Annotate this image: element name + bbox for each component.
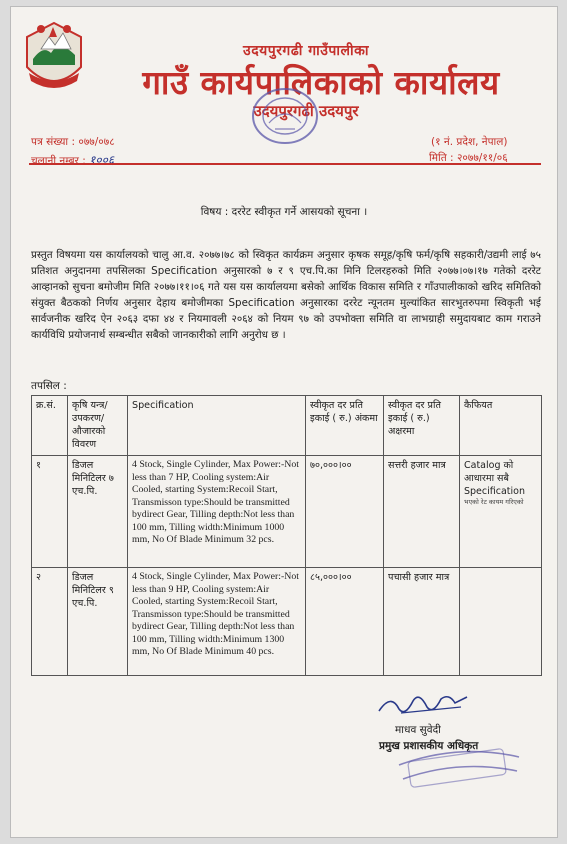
row-remarks-empty — [460, 568, 542, 676]
document-page — [10, 6, 558, 838]
header-serial: क्र.सं. — [32, 396, 68, 456]
header-rate-number: स्वीकृत दर प्रति इकाई ( रु.) अंकमा — [306, 396, 384, 456]
table-row — [32, 568, 542, 676]
letter-date-label: मिति : — [429, 152, 454, 164]
letter-number-label: पत्र संख्या : — [31, 136, 76, 148]
row-serial: १ — [32, 456, 68, 568]
row-rate-number: ७०,०००।०० — [306, 456, 384, 568]
header-item: कृषि यन्त्र/ उपकरण/ औजारको विवरण — [68, 396, 128, 456]
office-seal-stamp — [249, 85, 321, 147]
details-label: तपसिल : — [31, 380, 67, 392]
office-place: उदयपुरगढी उदयपुर — [253, 102, 359, 120]
row-remarks — [460, 456, 542, 568]
signatory-title: प्रमुख प्रशासकीय अधिकृत — [379, 740, 479, 752]
signatory-name: माधव सुवेदी — [395, 724, 441, 736]
row-rate-number: ८५,०००।०० — [306, 568, 384, 676]
row-specification: 4 Stock, Single Cylinder, Max Power:-Not less than 7 HP, Cooling system:Air Cooled, starting System:Recoil Start, Transmisson type:Should be transmitted bydirect Gear, Tilling depth:Not less than 100 mm, Tilling width:Minimum 1000 mm, No Of Blade Minimum 32 pcs. — [128, 456, 306, 568]
row-item: डिजल मिनिटिलर ९ एच.पि. — [68, 568, 128, 676]
header-remarks: कैफियत — [460, 396, 542, 456]
subject-line: विषय : दररेट स्वीकृत गर्ने आसयको सूचना । — [200, 206, 368, 218]
row-rate-words: सत्तरी हजार मात्र — [384, 456, 460, 568]
header-rate-words: स्वीकृत दर प्रति इकाई ( रु.) अक्षरमा — [384, 396, 460, 456]
letter-number-value: ०७७/०७८ — [78, 136, 115, 148]
signature-scribble — [371, 689, 481, 719]
letter-date-value: २०७७/११/०६ — [456, 152, 508, 164]
dispatch-number — [31, 151, 114, 168]
signatory-stamp — [389, 735, 529, 793]
municipality-name: उदयपुरगढी गाउँपालीका — [243, 43, 369, 59]
nepal-emblem-logo — [19, 19, 89, 97]
remarks-text: Catalog को आधारमा सबै Specification — [464, 460, 525, 497]
header-specification: Specification — [128, 396, 306, 456]
remarks-small-text: भएको रेट कायम गरिएको — [464, 498, 524, 506]
table-header-row — [32, 396, 542, 456]
table-row — [32, 456, 542, 568]
office-title: गाउँ कार्यपालिकाको कार्यालय — [142, 63, 500, 102]
row-rate-words: पचासी हजार मात्र — [384, 568, 460, 676]
approved-rates-table — [31, 395, 542, 676]
dispatch-number-label: चलानी नम्बर : — [31, 155, 86, 167]
row-item: डिजल मिनिटिलर ७ एच.पि. — [68, 456, 128, 568]
header-divider — [29, 163, 541, 165]
province-label: (१ नं. प्रदेश, नेपाल) — [431, 136, 508, 148]
letter-number — [31, 135, 115, 149]
dispatch-number-value: १००६ — [89, 153, 115, 167]
row-specification: 4 Stock, Single Cylinder, Max Power:-Not less than 9 HP, Cooling system:Air Cooled, starting System:Recoil Start, Transmisson type:Should be transmitted bydirect Gear, Tilling depth:Not less than 100 mm, Tilling width:Minimum 1300 mm, No Of Blade Minimum 40 pcs. — [128, 568, 306, 676]
notice-body: प्रस्तुत विषयमा यस कार्यालयको चालु आ.व. २०७७।७८ को स्विकृत कार्यक्रम अनुसार कृषक समूह/कृषि फर्म/कृषि सहकारी/उद्यमी लाई ७५ प्रतिशत अनुदानमा तपसिलका Specification अनुसारको ७ र ९ एच.पि.का मिनि टिलरहरुको मिति २०७७।०७।१७ गतेको दररेट आव्हानको सुचना बमोजीम मिति २०७७।११।०६ गते यस यस कार्यालयमा बसेको आर्थिक विकास समिति र गाँउपालीकाको खरिद समितिको संयुक्त बैठकको निर्णय अनुसार देहाय बमोजीमका Specification अनुसारका दररेट न्यूनतम मुल्यांकित सारभुतरुपमा स्विकृती भई सार्वजनीक खरिद ऐन २०६३ दफा ४४ र नियमावली २०६४ को नियम ९७ को उपभोक्ता समिति वा लाभग्राही समुदायबाट काम गराउने कार्यविधि प्रयोजनार्थ सम्बन्धीत सबैको जानकारीको लागि अनुरोध छ । — [31, 249, 541, 341]
row-serial: २ — [32, 568, 68, 676]
